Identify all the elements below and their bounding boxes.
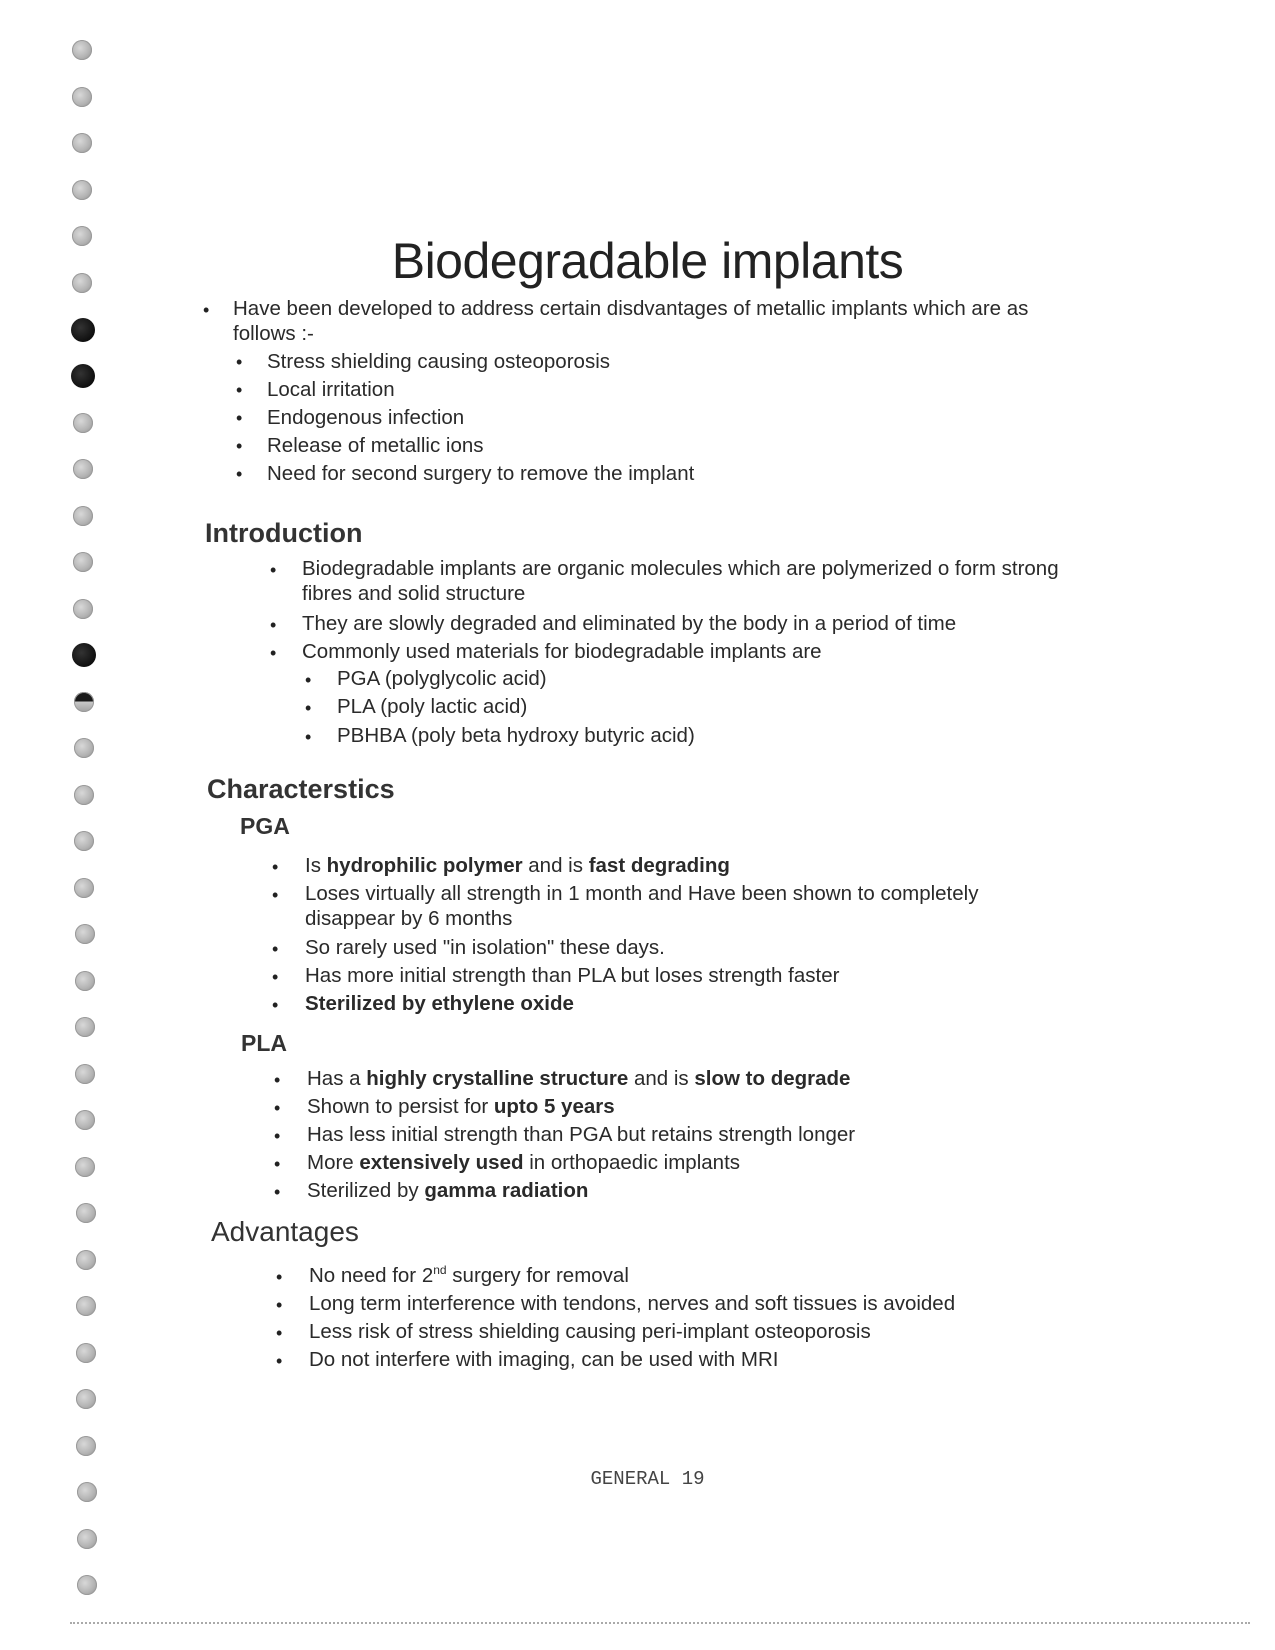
list-item: Shown to persist for upto 5 years (307, 1095, 615, 1118)
page-title: Biodegradable implants (391, 233, 904, 289)
bullet: • (236, 464, 243, 484)
bullet: • (276, 1323, 283, 1343)
binder-hole (75, 1064, 95, 1084)
list-item: No need for 2nd surgery for removal (309, 1263, 629, 1287)
list-item: Do not interfere with imaging, can be used with MRI (309, 1348, 779, 1371)
bullet: • (272, 885, 279, 905)
list-item: More extensively used in orthopaedic implants (307, 1151, 741, 1174)
list-item: Has a highly crystalline structure and is slow to degrade (307, 1067, 851, 1090)
bullet: • (274, 1182, 281, 1202)
pla-heading: PLA (241, 1030, 287, 1056)
binder-hole (73, 506, 93, 526)
binder-hole (73, 552, 93, 572)
binder-hole (74, 692, 94, 712)
binder-hole (74, 831, 94, 851)
list-item: Release of metallic ions (267, 434, 484, 457)
binder-hole (72, 40, 92, 60)
list-item: Local irritation (267, 378, 395, 401)
bullet: • (270, 560, 277, 580)
binder-hole (73, 413, 93, 433)
list-item: PLA (poly lactic acid) (337, 695, 528, 718)
bullet: • (305, 670, 312, 690)
bullet: • (270, 643, 277, 663)
pga-heading: PGA (240, 813, 290, 839)
bullet: • (236, 380, 243, 400)
list-item: Sterilized by gamma radiation (307, 1179, 589, 1202)
binder-hole (72, 643, 96, 667)
binder-hole (76, 1389, 96, 1409)
bullet: • (276, 1267, 283, 1287)
binder-hole (76, 1436, 96, 1456)
list-item: PBHBA (poly beta hydroxy butyric acid) (337, 724, 695, 747)
binder-hole (76, 1296, 96, 1316)
bullet: • (274, 1098, 281, 1118)
bullet: • (270, 615, 277, 635)
bullet: • (272, 967, 279, 987)
bullet: • (236, 408, 243, 428)
binder-hole (74, 878, 94, 898)
binder-hole (76, 1250, 96, 1270)
binder-hole (75, 1110, 95, 1130)
binder-hole (75, 1157, 95, 1177)
introduction-heading: Introduction (205, 518, 363, 548)
binder-hole (72, 133, 92, 153)
bullet: • (272, 995, 279, 1015)
binder-hole (76, 1343, 96, 1363)
binder-hole (73, 599, 93, 619)
list-item: Biodegradable implants are organic molecules which are polymerized o form strong fibres and solid structure (302, 557, 1059, 605)
bullet: • (272, 857, 279, 877)
binder-hole (77, 1575, 97, 1595)
list-item: Need for second surgery to remove the implant (267, 462, 695, 485)
list-item: Has more initial strength than PLA but loses strength faster (305, 964, 840, 987)
binder-hole (72, 180, 92, 200)
list-item: So rarely used "in isolation" these days. (305, 936, 665, 959)
binder-hole (74, 785, 94, 805)
binder-hole (76, 1203, 96, 1223)
binder-hole (75, 971, 95, 991)
list-item: They are slowly degraded and eliminated by the body in a period of time (302, 612, 957, 635)
page-edge-divider (70, 1622, 1250, 1624)
list-item: Commonly used materials for biodegradable implants are (302, 640, 822, 663)
list-item: Loses virtually all strength in 1 month and Have been shown to completely disappear by 6 months (305, 882, 979, 930)
list-item: Endogenous infection (267, 406, 465, 429)
bullet: • (274, 1154, 281, 1174)
list-item: Less risk of stress shielding causing peri-implant osteoporosis (309, 1320, 871, 1343)
binder-hole (74, 738, 94, 758)
intro-bullet-text: Have been developed to address certain disdvantages of metallic implants which are as follows :- (233, 297, 1029, 345)
page-footer: GENERAL 19 (590, 1468, 705, 1490)
bullet: • (236, 352, 243, 372)
binder-hole (75, 924, 95, 944)
bullet: • (274, 1126, 281, 1146)
list-item: PGA (polyglycolic acid) (337, 667, 547, 690)
list-item: Has less initial strength than PGA but retains strength longer (307, 1123, 856, 1146)
bullet: • (203, 300, 210, 320)
bullet: • (305, 698, 312, 718)
bullet: • (236, 436, 243, 456)
binder-hole (72, 87, 92, 107)
list-item: Sterilized by ethylene oxide (305, 992, 574, 1015)
binder-hole (73, 459, 93, 479)
binder-hole (75, 1017, 95, 1037)
bullet: • (274, 1070, 281, 1090)
bullet: • (305, 727, 312, 747)
binder-hole (71, 318, 95, 342)
binder-hole (71, 364, 95, 388)
advantages-heading: Advantages (211, 1216, 359, 1247)
list-item: Stress shielding causing osteoporosis (267, 350, 610, 373)
bullet: • (272, 939, 279, 959)
binder-hole (77, 1529, 97, 1549)
list-item: Long term interference with tendons, nerves and soft tissues is avoided (309, 1292, 956, 1315)
list-item: Is hydrophilic polymer and is fast degrading (305, 854, 730, 877)
bullet: • (276, 1351, 283, 1371)
bullet: • (276, 1295, 283, 1315)
characteristics-heading: Characterstics (207, 774, 395, 804)
